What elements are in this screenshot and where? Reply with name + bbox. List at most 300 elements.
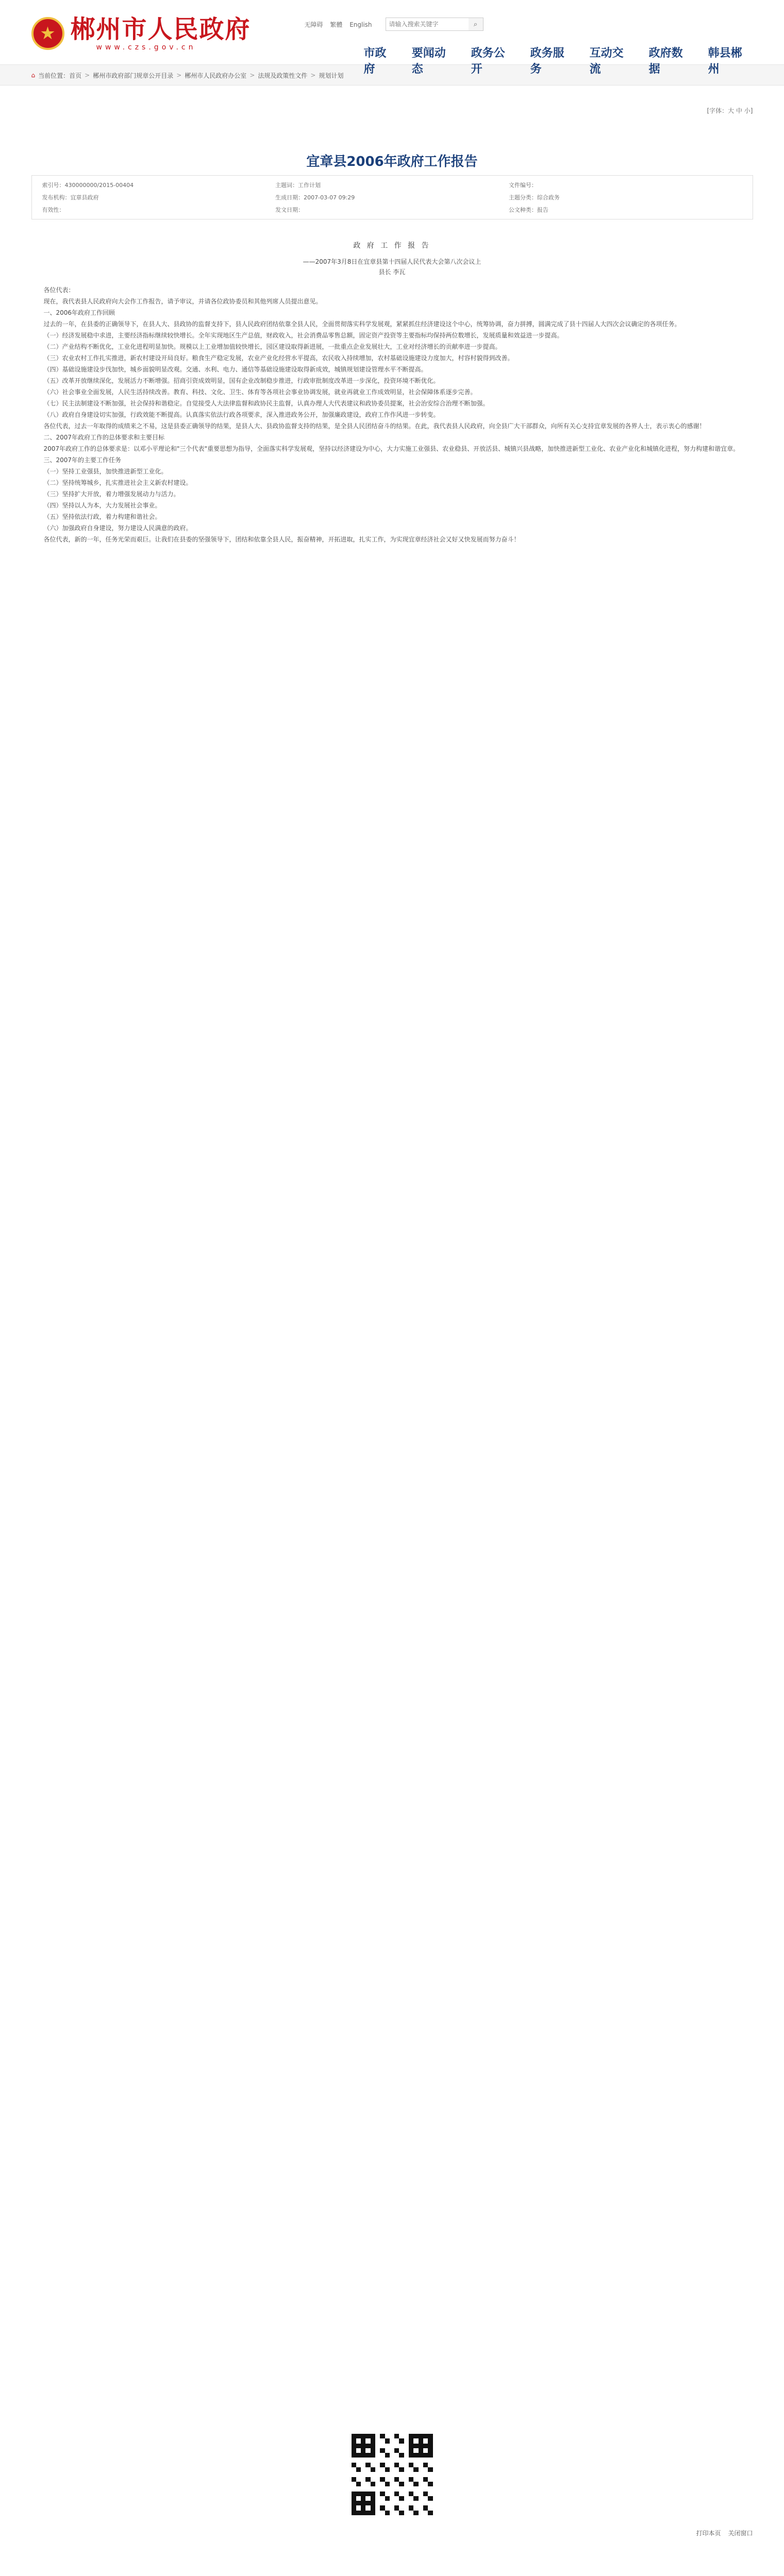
qr-module [413, 2448, 418, 2453]
qr-module [399, 2505, 404, 2510]
qr-module [404, 2472, 409, 2477]
qr-module [409, 2453, 413, 2458]
qr-module [371, 2492, 375, 2496]
qr-module [409, 2486, 413, 2491]
qr-module [419, 2472, 423, 2477]
qr-module [380, 2453, 385, 2458]
qr-module [394, 2448, 399, 2453]
qr-module [413, 2501, 418, 2505]
qr-module [419, 2434, 423, 2438]
qr-module [356, 2486, 361, 2491]
article-paragraph: （三）坚持扩大开放，着力增强发展动力与活力。 [43, 490, 180, 498]
qr-module [394, 2438, 399, 2443]
qr-module [352, 2477, 356, 2482]
qr-module [413, 2482, 418, 2486]
qr-module [371, 2448, 375, 2453]
qr-module [419, 2438, 423, 2443]
site-url: www.czs.gov.cn [96, 43, 196, 52]
qr-module [394, 2477, 399, 2482]
search-icon[interactable]: ⌕ [469, 18, 483, 30]
qr-module [404, 2505, 409, 2510]
qr-module [419, 2501, 423, 2505]
qr-module [375, 2472, 380, 2477]
nav-item-chenzhou[interactable]: 韩县郴州 [708, 47, 742, 76]
qr-module [423, 2463, 428, 2467]
breadcrumb-item[interactable]: 首页 [69, 72, 82, 79]
qr-module [385, 2492, 390, 2496]
qr-module [380, 2477, 385, 2482]
qr-module [371, 2505, 375, 2510]
qr-module [356, 2453, 361, 2458]
qr-module [380, 2467, 385, 2472]
font-size-switch[interactable]: [字体：大 中 小] [707, 107, 753, 114]
qr-module [394, 2486, 399, 2491]
qr-module [352, 2511, 356, 2515]
qr-module [390, 2501, 394, 2505]
qr-module [423, 2486, 428, 2491]
qr-module [356, 2482, 361, 2486]
qr-module [371, 2444, 375, 2448]
qr-module [428, 2448, 432, 2453]
qr-module [375, 2496, 380, 2501]
qr-module [356, 2438, 361, 2443]
qr-module [361, 2472, 365, 2477]
qr-module [390, 2458, 394, 2462]
breadcrumb-separator: > [85, 72, 90, 79]
nav-item-interaction[interactable]: 互动交流 [589, 47, 624, 76]
qr-module [371, 2482, 375, 2486]
qr-module [371, 2511, 375, 2515]
page-title: 宜章县2006年政府工作报告 [306, 154, 478, 170]
qr-module [371, 2434, 375, 2438]
qr-module [419, 2453, 423, 2458]
qr-module [409, 2477, 413, 2482]
qr-module [399, 2458, 404, 2462]
qr-module [394, 2511, 399, 2515]
meta-issue-date: 发文日期： [275, 207, 304, 213]
qr-module [419, 2486, 423, 2491]
qr-module [419, 2496, 423, 2501]
qr-module [375, 2492, 380, 2496]
article-paragraph: （三）农业农村工作扎实推进，新农村建设开局良好。粮食生产稳定发展，农业产业化经营水平提高，农民收入持续增加，农村基础设施建设力度加大，村容村貌得到改善。 [43, 354, 514, 362]
qr-module [361, 2492, 365, 2496]
qr-module [399, 2434, 404, 2438]
qr-module [413, 2444, 418, 2448]
qr-module [356, 2501, 361, 2505]
qr-module [413, 2496, 418, 2501]
qr-module [423, 2467, 428, 2472]
qr-module [394, 2505, 399, 2510]
article-paragraph: （二）产业结构不断优化，工业化进程明显加快。规模以上工业增加值较快增长，园区建设取得新进展，一批重点企业发展壮大，工业对经济增长的贡献率进一步提高。 [43, 343, 502, 350]
article-paragraph: （八）政府自身建设切实加强，行政效能不断提高。认真落实依法行政各项要求，深入推进政务公开，加强廉政建设，政府工作作风进一步转变。 [43, 411, 440, 418]
qr-module [365, 2434, 370, 2438]
qr-module [385, 2511, 390, 2515]
qr-module [399, 2501, 404, 2505]
qr-module [390, 2496, 394, 2501]
qr-module [371, 2463, 375, 2467]
qr-module [394, 2434, 399, 2438]
qr-module [380, 2434, 385, 2438]
qr-module [361, 2458, 365, 2462]
qr-module [371, 2477, 375, 2482]
qr-module [361, 2511, 365, 2515]
qr-module [365, 2448, 370, 2453]
report-subtitle [31, 257, 753, 277]
qr-module [375, 2501, 380, 2505]
site-logo[interactable] [31, 15, 251, 52]
qr-module [352, 2467, 356, 2472]
accessibility-link[interactable]: 无障碍 [304, 21, 323, 28]
qr-module [365, 2472, 370, 2477]
site-title: 郴州市人民政府 [70, 15, 251, 44]
qr-module [409, 2501, 413, 2505]
qr-module [423, 2458, 428, 2462]
nav-item-gov-affairs-open[interactable]: 政务公开 [471, 47, 505, 76]
qr-module [375, 2482, 380, 2486]
meta-doc-type: 公文种类：报告 [508, 207, 548, 213]
meta-issuer: 发布机构：宜章县政府 [42, 194, 99, 201]
qr-module [385, 2458, 390, 2462]
article-paragraph: （六）社会事业全面发展，人民生活持续改善。教育、科技、文化、卫生、体育等各项社会事业协调发展，就业再就业工作成效明显，社会保障体系逐步完善。 [43, 388, 477, 396]
breadcrumb-item[interactable]: 郴州市政府部门规章公开目录 [93, 72, 174, 79]
qr-module [356, 2458, 361, 2462]
qr-module [352, 2453, 356, 2458]
qr-module [423, 2444, 428, 2448]
qr-module [385, 2501, 390, 2505]
qr-module [423, 2482, 428, 2486]
qr-module [394, 2467, 399, 2472]
report-occasion: ——2007年3月8日在宜章县第十四届人民代表大会第八次会议上 [303, 258, 481, 265]
qr-module [390, 2482, 394, 2486]
qr-module [385, 2463, 390, 2467]
qr-module [394, 2492, 399, 2496]
qr-module [352, 2472, 356, 2477]
qr-module [380, 2501, 385, 2505]
article-paragraph: 过去的一年，在县委的正确领导下，在县人大、县政协的监督支持下，县人民政府团结依靠全县人民，全面贯彻落实科学发展观，紧紧抓住经济建设这个中心，统筹协调，奋力拼搏，圆满完成了县十四届人大四次会议确定的各项任务。 [43, 320, 681, 328]
qr-module [404, 2453, 409, 2458]
qr-module [365, 2496, 370, 2501]
qr-module [423, 2477, 428, 2482]
qr-module [352, 2434, 356, 2438]
qr-module [423, 2448, 428, 2453]
qr-module [390, 2448, 394, 2453]
qr-module [385, 2448, 390, 2453]
breadcrumb-item[interactable]: 法规及政策性文件 [258, 72, 308, 79]
qr-module [428, 2492, 432, 2496]
qr-module [356, 2511, 361, 2515]
qr-module [409, 2458, 413, 2462]
qr-module [413, 2467, 418, 2472]
qr-module [399, 2496, 404, 2501]
qr-module [356, 2492, 361, 2496]
qr-module [385, 2496, 390, 2501]
qr-module [356, 2477, 361, 2482]
qr-module [375, 2458, 380, 2462]
qr-module [390, 2511, 394, 2515]
qr-module [380, 2505, 385, 2510]
qr-module [413, 2511, 418, 2515]
qr-module [404, 2438, 409, 2443]
breadcrumb-label: 当前位置： [38, 72, 70, 79]
qr-module [399, 2486, 404, 2491]
qr-module [409, 2496, 413, 2501]
qr-module [428, 2438, 432, 2443]
qr-module [361, 2486, 365, 2491]
article-container [31, 86, 753, 2537]
qr-module [409, 2505, 413, 2510]
qr-module [385, 2472, 390, 2477]
qr-module [375, 2467, 380, 2472]
qr-module [390, 2486, 394, 2491]
qr-module [361, 2448, 365, 2453]
qr-module [404, 2511, 409, 2515]
qr-module [375, 2453, 380, 2458]
nav-item-gov-data[interactable]: 政府数据 [648, 47, 683, 76]
qr-module [419, 2448, 423, 2453]
article-paragraph: （五）改革开放继续深化，发展活力不断增强。招商引资成效明显，国有企业改制稳步推进，行政审批制度改革进一步深化，投资环境不断优化。 [43, 377, 440, 384]
qr-module [375, 2444, 380, 2448]
qr-module [399, 2463, 404, 2467]
qr-module [394, 2501, 399, 2505]
breadcrumb-item[interactable]: 郴州市人民政府办公室 [185, 72, 247, 79]
qr-module [352, 2482, 356, 2486]
qr-module [352, 2444, 356, 2448]
qr-module [399, 2438, 404, 2443]
qr-code-icon [348, 2431, 436, 2518]
qr-module [365, 2463, 370, 2467]
print-button[interactable]: 打印本页 [696, 2530, 721, 2537]
qr-module [356, 2434, 361, 2438]
report-speaker: 县长 李瓦 [378, 268, 406, 276]
qr-module [380, 2511, 385, 2515]
report-heading: 政 府 工 作 报 告 [353, 242, 431, 250]
article-paragraph: 2007年政府工作的总体要求是：以邓小平理论和"三个代表"重要思想为指导，全面落实科学发展观，坚持以经济建设为中心，大力实施工业强县、农业稳县、开放活县、城镇兴县战略，加快推进新型工业化、农业产业化和城镇化进程，努力构建和谐宜章。 [43, 445, 740, 452]
qr-module [375, 2511, 380, 2515]
qr-module [413, 2463, 418, 2467]
qr-module [361, 2434, 365, 2438]
qr-module [385, 2505, 390, 2510]
search-input[interactable] [386, 18, 469, 30]
qr-module [365, 2505, 370, 2510]
qr-module [365, 2482, 370, 2486]
qr-module [419, 2511, 423, 2515]
qr-module [413, 2505, 418, 2510]
article-paragraph: 各位代表： [43, 286, 75, 294]
qr-module [361, 2453, 365, 2458]
qr-module [399, 2444, 404, 2448]
qr-module [371, 2486, 375, 2491]
qr-module [356, 2467, 361, 2472]
qr-module [361, 2463, 365, 2467]
qr-module [428, 2472, 432, 2477]
qr-module [371, 2496, 375, 2501]
qr-module [390, 2438, 394, 2443]
qr-module [394, 2458, 399, 2462]
qr-module [361, 2444, 365, 2448]
qr-module [390, 2505, 394, 2510]
qr-module [361, 2477, 365, 2482]
qr-module [380, 2444, 385, 2448]
breadcrumb-separator: > [310, 72, 316, 79]
qr-module [419, 2458, 423, 2462]
meta-category: 主题分类：综合政务 [508, 194, 560, 201]
qr-module [352, 2458, 356, 2462]
breadcrumb-item[interactable]: 规划计划 [319, 72, 344, 79]
qr-module [423, 2501, 428, 2505]
qr-module [423, 2505, 428, 2510]
qr-module [423, 2496, 428, 2501]
qr-module [404, 2434, 409, 2438]
qr-module [404, 2501, 409, 2505]
qr-module [428, 2453, 432, 2458]
qr-module [423, 2472, 428, 2477]
qr-module [356, 2444, 361, 2448]
article-paragraph: （二）坚持统筹城乡，扎实推进社会主义新农村建设。 [43, 479, 192, 486]
qr-module [399, 2482, 404, 2486]
qr-module [385, 2434, 390, 2438]
article-paragraph: （四）基础设施建设步伐加快，城乡面貌明显改观。交通、水利、电力、通信等基础设施建设取得新成效，城镇规划建设管理水平不断提高。 [43, 366, 427, 373]
qr-module [423, 2438, 428, 2443]
qr-module [409, 2434, 413, 2438]
qr-module [413, 2453, 418, 2458]
qr-module [390, 2444, 394, 2448]
qr-module [385, 2486, 390, 2491]
qr-module [404, 2463, 409, 2467]
qr-module [428, 2482, 432, 2486]
qr-module [404, 2444, 409, 2448]
qr-module [361, 2482, 365, 2486]
article-paragraph: （七）民主法制建设不断加强，社会保持和谐稳定。自觉接受人大法律监督和政协民主监督，认真办理人大代表建议和政协委员提案，社会治安综合治理不断加强。 [43, 400, 489, 407]
qr-module [371, 2458, 375, 2462]
qr-module [409, 2492, 413, 2496]
page-tools [31, 2529, 753, 2537]
qr-module [371, 2472, 375, 2477]
qr-module [399, 2448, 404, 2453]
qr-module [380, 2463, 385, 2467]
qr-module [385, 2438, 390, 2443]
qr-module [419, 2492, 423, 2496]
qr-module [365, 2467, 370, 2472]
article-paragraph: （一）经济发展稳中求进，主要经济指标继续较快增长。全年实现地区生产总值，财政收入，社会消费品零售总额，固定资产投资等主要指标均保持两位数增长，发展质量和效益进一步提高。 [43, 332, 563, 339]
qr-module [380, 2482, 385, 2486]
qr-module [394, 2444, 399, 2448]
qr-module [375, 2463, 380, 2467]
qr-module [419, 2505, 423, 2510]
qr-module [365, 2492, 370, 2496]
qr-module [404, 2492, 409, 2496]
qr-module [399, 2467, 404, 2472]
qr-module [413, 2472, 418, 2477]
qr-module [390, 2492, 394, 2496]
qr-module [428, 2505, 432, 2510]
qr-module [371, 2453, 375, 2458]
qr-module [409, 2472, 413, 2477]
qr-module [380, 2448, 385, 2453]
qr-module [380, 2472, 385, 2477]
qr-module [380, 2458, 385, 2462]
qr-module [419, 2467, 423, 2472]
qr-module [385, 2482, 390, 2486]
qr-module [356, 2448, 361, 2453]
qr-module [428, 2434, 432, 2438]
qr-module [409, 2448, 413, 2453]
article-paragraph: 一、2006年政府工作回顾 [43, 309, 115, 316]
qr-module [365, 2486, 370, 2491]
qr-module [361, 2505, 365, 2510]
qr-module [365, 2511, 370, 2515]
qr-module [371, 2438, 375, 2443]
meta-validity: 有效性： [42, 207, 65, 213]
qr-module [380, 2496, 385, 2501]
qr-module [352, 2463, 356, 2467]
qr-module [404, 2496, 409, 2501]
top-links [305, 20, 377, 29]
qr-module [394, 2472, 399, 2477]
qr-module [423, 2511, 428, 2515]
qr-module [394, 2482, 399, 2486]
qr-module [365, 2501, 370, 2505]
qr-module [399, 2511, 404, 2515]
qr-module [423, 2453, 428, 2458]
home-icon: ⌂ [31, 72, 36, 79]
qr-module [394, 2453, 399, 2458]
qr-module [390, 2477, 394, 2482]
close-window-button[interactable]: 关闭窗口 [728, 2530, 753, 2537]
nav-item-news[interactable]: 要闻动态 [411, 47, 446, 76]
meta-keywords: 主题词：工作计划 [275, 182, 321, 189]
nav-item-gov-services[interactable]: 政务服务 [530, 47, 564, 76]
english-link[interactable]: English [349, 21, 372, 28]
qr-module [428, 2467, 432, 2472]
qr-module [361, 2438, 365, 2443]
qr-module [399, 2477, 404, 2482]
qr-module [399, 2472, 404, 2477]
qr-module [409, 2444, 413, 2448]
qr-module [375, 2505, 380, 2510]
traditional-chinese-link[interactable]: 繁體 [330, 21, 343, 28]
document-meta-table [31, 175, 753, 219]
qr-module [390, 2467, 394, 2472]
qr-module [361, 2501, 365, 2505]
qr-module [385, 2467, 390, 2472]
qr-module [390, 2463, 394, 2467]
meta-generated-date: 生成日期：2007-03-07 09:29 [275, 194, 355, 201]
nav-item-city-government[interactable]: 市政府 [363, 47, 387, 76]
qr-module [394, 2463, 399, 2467]
qr-module [409, 2463, 413, 2467]
article-paragraph: （四）坚持以人为本，大力发展社会事业。 [43, 502, 161, 509]
article-body-continued [31, 545, 753, 2400]
qr-module [390, 2472, 394, 2477]
qr-module [428, 2511, 432, 2515]
qr-module [375, 2448, 380, 2453]
qr-module [394, 2496, 399, 2501]
meta-file-number: 文件编号： [508, 182, 537, 189]
qr-module [404, 2467, 409, 2472]
qr-module [409, 2467, 413, 2472]
qr-module [404, 2482, 409, 2486]
article-body [31, 284, 753, 545]
qr-module [419, 2444, 423, 2448]
qr-module [352, 2501, 356, 2505]
qr-module [419, 2463, 423, 2467]
qr-module [413, 2438, 418, 2443]
qr-module [423, 2434, 428, 2438]
qr-module [371, 2501, 375, 2505]
article-paragraph: 各位代表，新的一年，任务光荣而艰巨。让我们在县委的坚强领导下，团结和依靠全县人民，振奋精神，开拓进取，扎实工作，为实现宜章经济社会又好又快发展而努力奋斗！ [43, 536, 520, 543]
qr-module [409, 2511, 413, 2515]
qr-module [380, 2492, 385, 2496]
